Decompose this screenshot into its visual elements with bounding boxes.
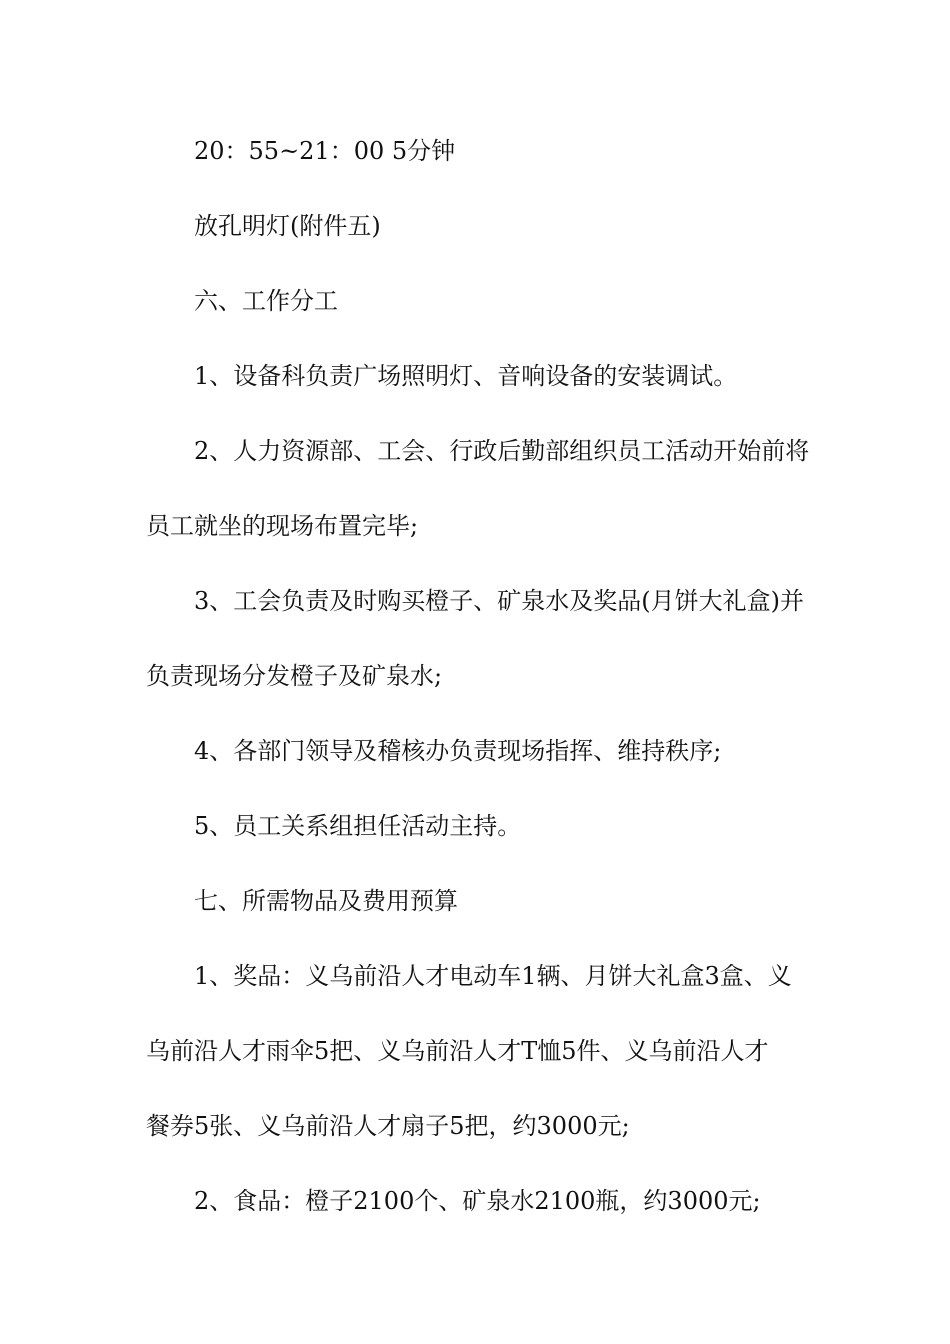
work-item-3: 3、工会负责及时购买橙子、矿泉水及奖品(月饼大礼盒)并 xyxy=(194,587,804,615)
work-item-1: 1、设备科负责广场照明灯、音响设备的安装调试。 xyxy=(194,362,738,390)
budget-item-prizes: 1、奖品：义乌前沿人才电动车1辆、月饼大礼盒3盒、义 xyxy=(194,962,792,990)
work-item-2-continued: 员工就坐的现场布置完毕; xyxy=(146,512,419,540)
budget-item-prizes-continued-2: 餐券5张、义乌前沿人才扇子5把，约3000元; xyxy=(146,1112,630,1140)
schedule-time-line: 20：55~21：00 5分钟 xyxy=(194,137,456,165)
budget-item-food: 2、食品：橙子2100个、矿泉水2100瓶，约3000元; xyxy=(194,1187,761,1215)
section-heading-budget: 七、所需物品及费用预算 xyxy=(194,887,458,915)
work-item-4: 4、各部门领导及稽核办负责现场指挥、维持秩序; xyxy=(194,737,722,765)
section-heading-work-division: 六、工作分工 xyxy=(194,287,338,315)
work-item-3-continued: 负责现场分发橙子及矿泉水; xyxy=(146,662,443,690)
budget-item-prizes-continued-1: 乌前沿人才雨伞5把、义乌前沿人才T恤5件、义乌前沿人才 xyxy=(146,1037,769,1065)
work-item-5: 5、员工关系组担任活动主持。 xyxy=(194,812,522,840)
schedule-activity-line: 放孔明灯(附件五) xyxy=(194,212,381,240)
work-item-2: 2、人力资源部、工会、行政后勤部组织员工活动开始前将 xyxy=(194,437,810,465)
